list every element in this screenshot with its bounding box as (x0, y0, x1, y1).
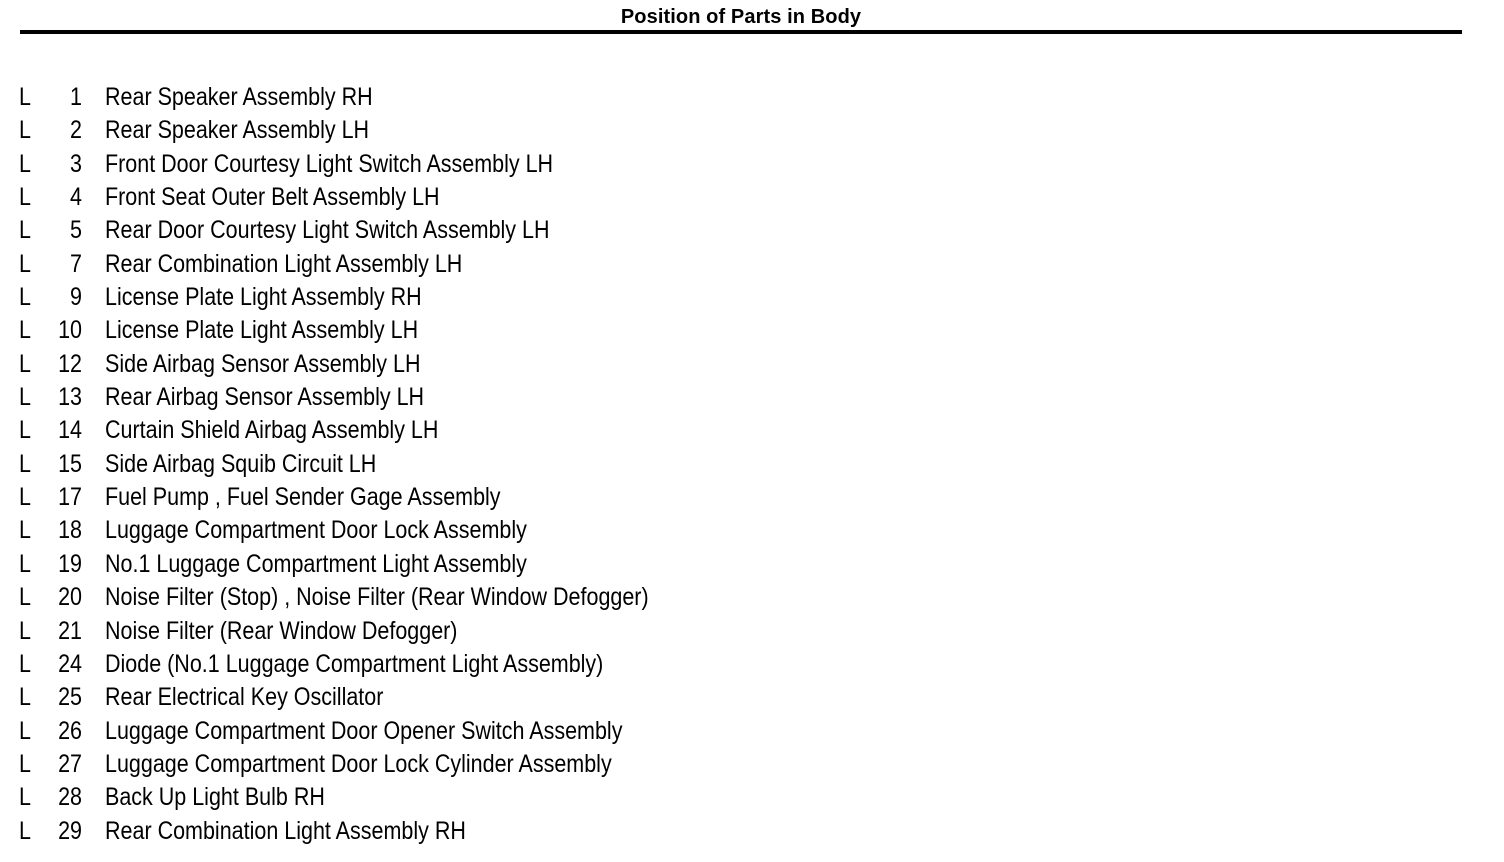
part-location-code: L (19, 749, 31, 778)
list-item (0, 514, 1480, 547)
part-name: Rear Combination Light Assembly RH (105, 816, 466, 845)
list-item (0, 481, 1480, 514)
part-location-code: L (19, 116, 31, 145)
part-name: Curtain Shield Airbag Assembly LH (105, 416, 439, 445)
part-name: Noise Filter (Rear Window Defogger) (105, 616, 458, 645)
list-item (0, 615, 1480, 648)
part-location-code: L (19, 383, 31, 412)
list-item (0, 348, 1480, 381)
part-number: 4 (70, 183, 82, 212)
part-number: 25 (58, 683, 82, 712)
list-item (0, 815, 1480, 848)
list-item (0, 181, 1480, 214)
part-location-code: L (19, 783, 31, 812)
part-location-code: L (19, 416, 31, 445)
part-name: Fuel Pump , Fuel Sender Gage Assembly (105, 483, 501, 512)
part-location-code: L (19, 183, 31, 212)
part-number: 12 (58, 349, 82, 378)
list-item (0, 748, 1480, 781)
part-number: 13 (58, 383, 82, 412)
part-name: License Plate Light Assembly RH (105, 283, 422, 312)
title-divider (20, 30, 1462, 34)
part-location-code: L (19, 716, 31, 745)
list-item (0, 781, 1480, 814)
part-number: 9 (70, 283, 82, 312)
part-name: Rear Combination Light Assembly LH (105, 249, 463, 278)
part-number: 21 (58, 616, 82, 645)
part-number: 29 (58, 816, 82, 845)
part-location-code: L (19, 549, 31, 578)
part-name: Rear Door Courtesy Light Switch Assembly LH (105, 216, 550, 245)
part-location-code: L (19, 583, 31, 612)
part-name: License Plate Light Assembly LH (105, 316, 419, 345)
part-location-code: L (19, 83, 31, 111)
part-name: Rear Speaker Assembly RH (105, 83, 373, 111)
part-location-code: L (19, 649, 31, 678)
part-number: 2 (70, 116, 82, 145)
list-item (0, 381, 1480, 414)
part-number: 10 (58, 316, 82, 345)
part-name: Back Up Light Bulb RH (105, 783, 325, 812)
list-item (0, 314, 1480, 347)
list-item (0, 214, 1480, 247)
part-number: 28 (58, 783, 82, 812)
part-location-code: L (19, 283, 31, 312)
part-name: Luggage Compartment Door Lock Assembly (105, 516, 527, 545)
part-location-code: L (19, 516, 31, 545)
part-name: Front Seat Outer Belt Assembly LH (105, 183, 440, 212)
part-name: Side Airbag Sensor Assembly LH (105, 349, 421, 378)
part-location-code: L (19, 249, 31, 278)
part-name: Side Airbag Squib Circuit LH (105, 449, 377, 478)
part-number: 20 (58, 583, 82, 612)
list-item (0, 681, 1480, 714)
part-number: 7 (70, 249, 82, 278)
part-number: 14 (58, 416, 82, 445)
part-number: 19 (58, 549, 82, 578)
list-item (0, 581, 1480, 614)
part-name: Luggage Compartment Door Lock Cylinder Assembly (105, 749, 612, 778)
part-location-code: L (19, 316, 31, 345)
part-name: Rear Airbag Sensor Assembly LH (105, 383, 425, 412)
part-location-code: L (19, 816, 31, 845)
part-number: 5 (70, 216, 82, 245)
part-number: 17 (58, 483, 82, 512)
part-name: Luggage Compartment Door Opener Switch Assembly (105, 716, 623, 745)
list-item (0, 248, 1480, 281)
part-number: 18 (58, 516, 82, 545)
part-name: Diode (No.1 Luggage Compartment Light Assembly) (105, 649, 604, 678)
part-number: 24 (58, 649, 82, 678)
list-item (0, 148, 1480, 181)
list-item (0, 648, 1480, 681)
part-name: Front Door Courtesy Light Switch Assembly LH (105, 149, 554, 178)
list-item (0, 548, 1480, 581)
part-name: Rear Speaker Assembly LH (105, 116, 370, 145)
list-item (0, 414, 1480, 447)
part-name: Rear Electrical Key Oscillator (105, 683, 384, 712)
part-number: 15 (58, 449, 82, 478)
list-item (0, 281, 1480, 314)
list-item (0, 715, 1480, 748)
part-location-code: L (19, 216, 31, 245)
list-item (0, 114, 1480, 147)
list-item (0, 81, 1480, 114)
part-location-code: L (19, 149, 31, 178)
parts-list (0, 81, 1480, 848)
part-number: 26 (58, 716, 82, 745)
part-name: No.1 Luggage Compartment Light Assembly (105, 549, 527, 578)
part-location-code: L (19, 616, 31, 645)
list-item (0, 448, 1480, 481)
part-location-code: L (19, 449, 31, 478)
part-location-code: L (19, 683, 31, 712)
part-number: 27 (58, 749, 82, 778)
part-location-code: L (19, 483, 31, 512)
page-title: Position of Parts in Body (620, 6, 862, 28)
part-number: 1 (70, 83, 82, 111)
part-number: 3 (70, 149, 82, 178)
part-location-code: L (19, 349, 31, 378)
part-name: Noise Filter (Stop) , Noise Filter (Rear Window Defogger) (105, 583, 649, 612)
